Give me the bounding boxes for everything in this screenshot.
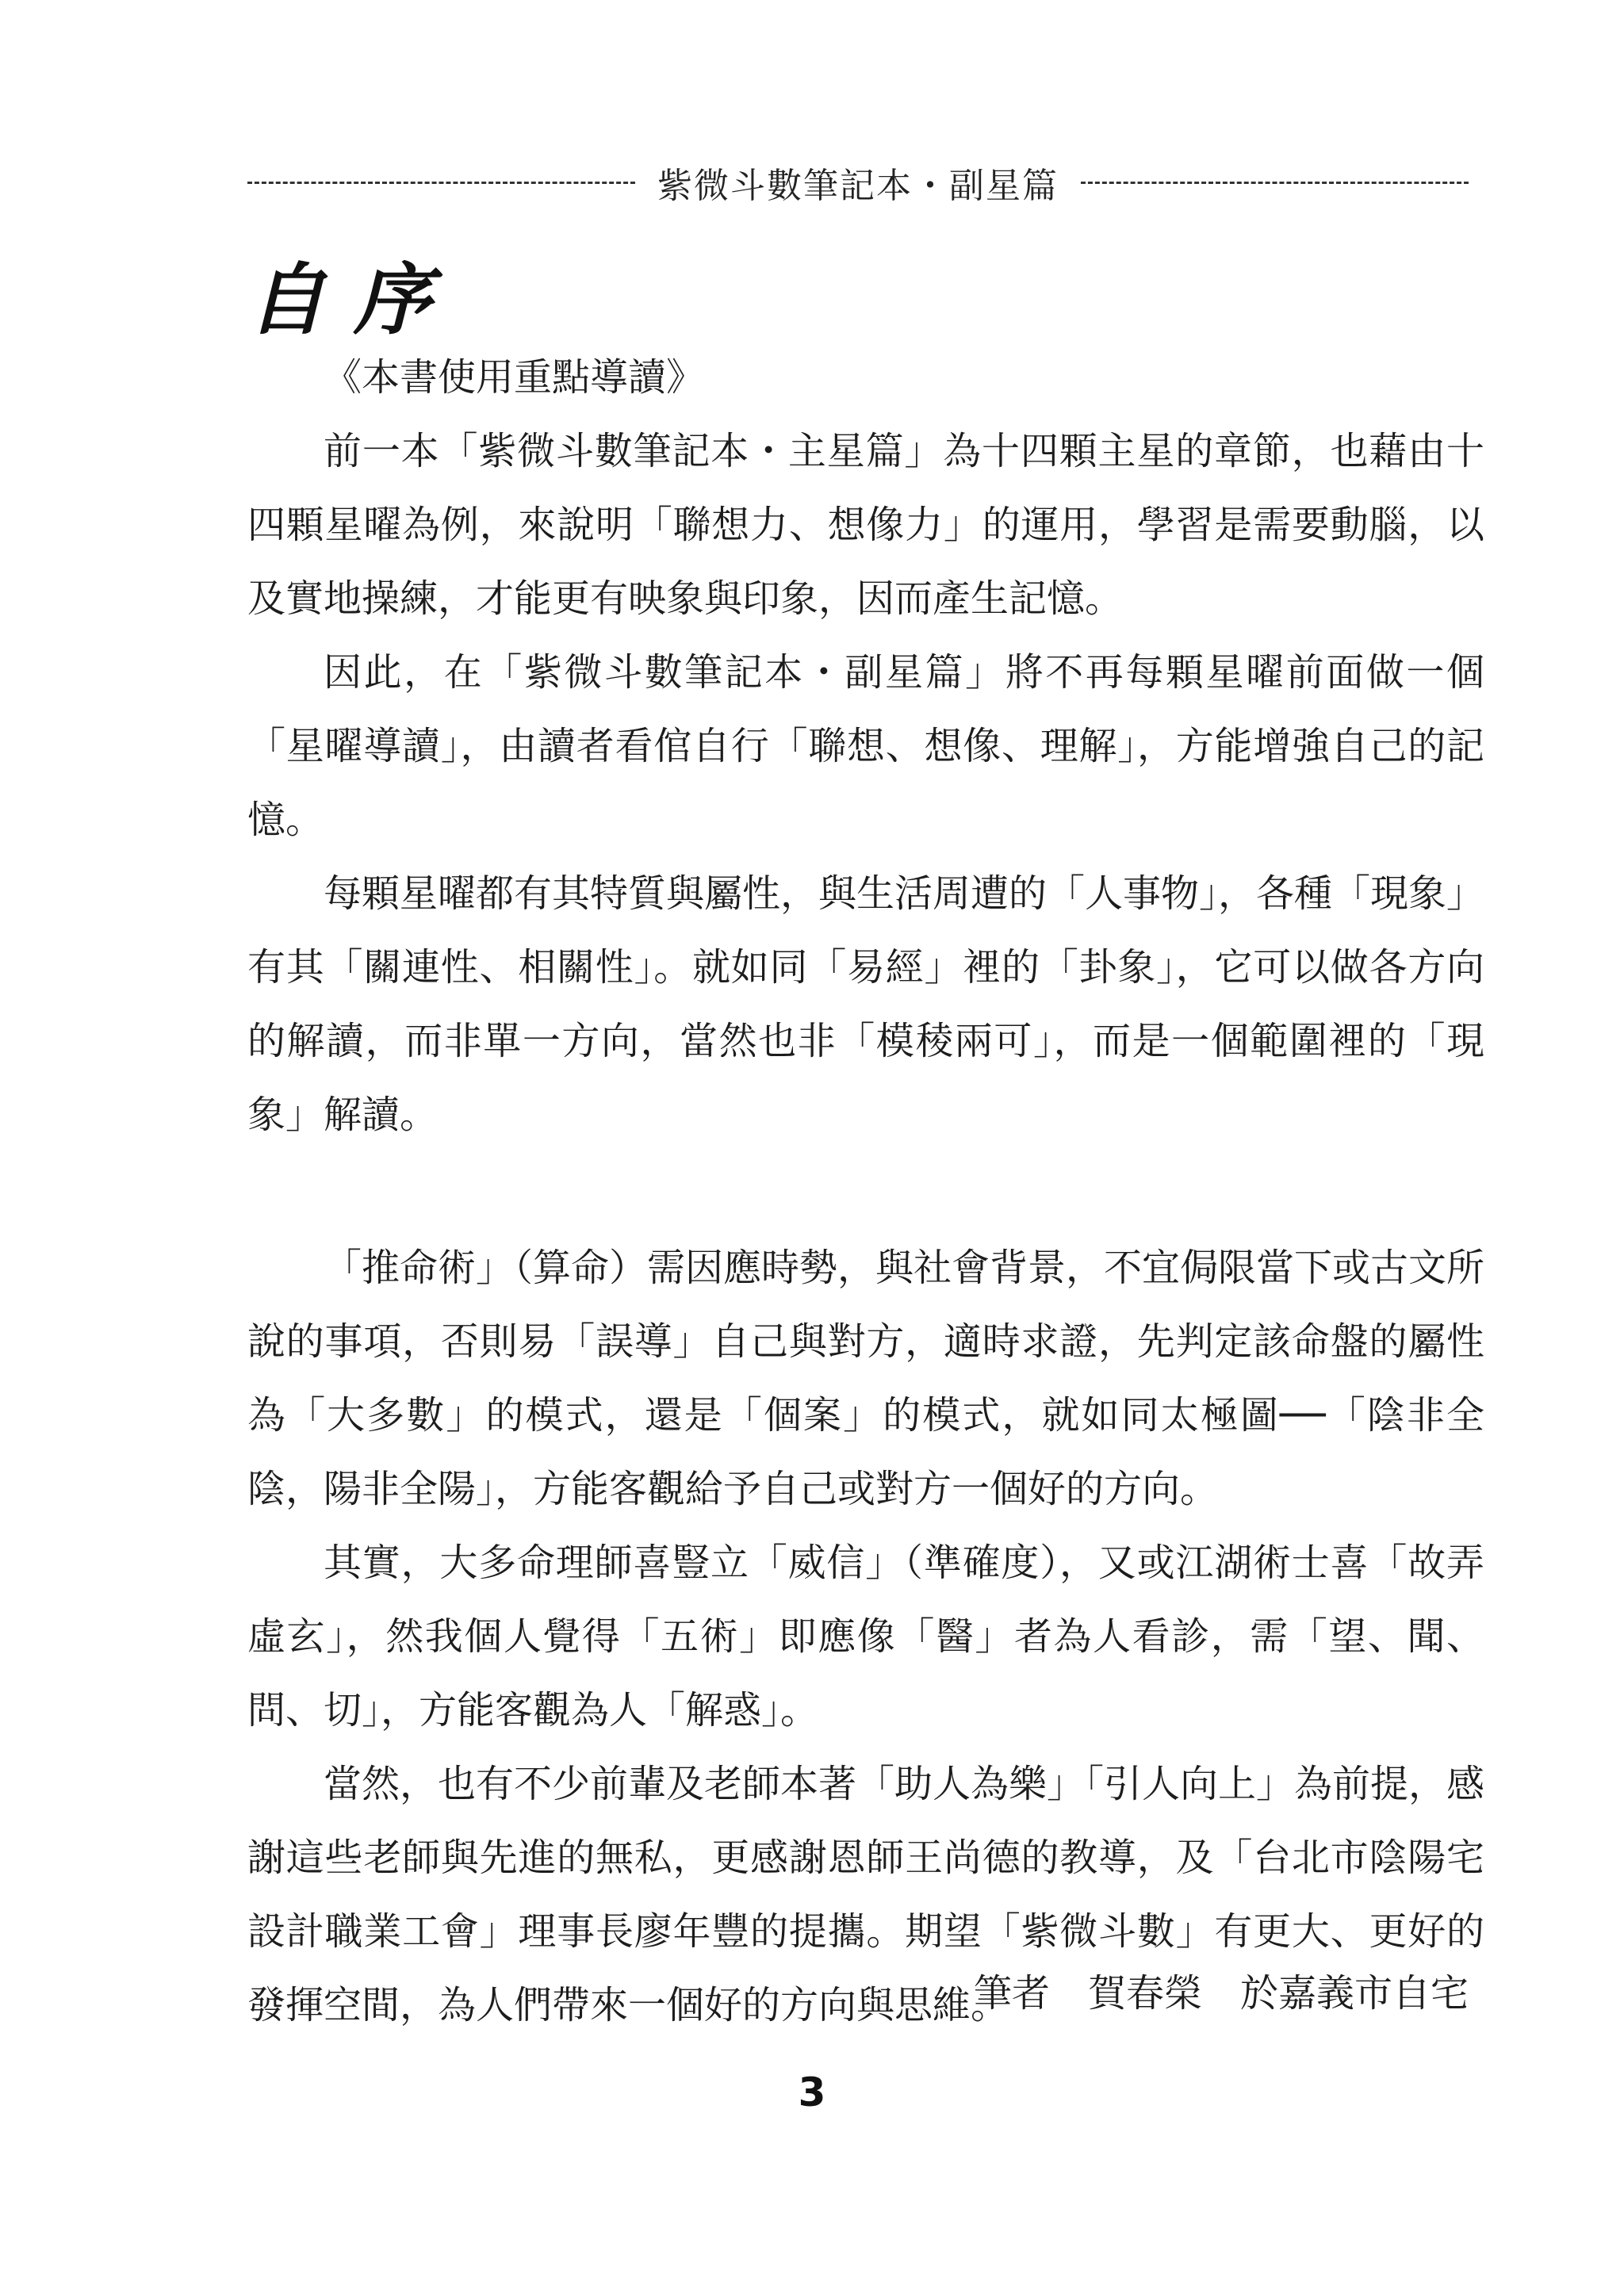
preface-body	[247, 341, 1484, 2042]
running-header	[247, 155, 1469, 210]
header-rule-left	[247, 182, 635, 184]
page-number: 3	[798, 2069, 826, 2115]
paragraph: 當然，也有不少前輩及老師本著「助人為樂」「引人向上」為前提，感謝這些老師與先進的無私，更感謝恩師王尚德的教導，及「台北市陰陽宅設計職業工會」理事長廖年豐的提攜。期望「紫微斗數」有更大、更好的發揮空間，為人們帶來一個好的方向與思維。	[247, 1762, 1485, 2027]
author-signature: 筆者 賀春榮 於嘉義市自宅	[973, 1971, 1469, 2016]
running-title: 紫微斗數筆記本・副星篇	[657, 166, 1059, 206]
paragraph: 「推命術」（算命）需因應時勢，與社會背景，不宜侷限當下或古文所說的事項，否則易「誤導」自己與對方，適時求證，先判定該命盤的屬性為「大多數」的模式，還是「個案」的模式，就如同太極圖──「陰非全陰，陽非全陽」，方能客觀給予自己或對方一個好的方向。	[247, 1246, 1485, 1511]
header-rule-right	[1081, 182, 1469, 184]
preface-title: 自序	[247, 255, 461, 346]
paragraph: 前一本「紫微斗數筆記本・主星篇」為十四顆主星的章節，也藉由十四顆星曜為例，來說明「聯想力、想像力」的運用，學習是需要動腦，以及實地操練，才能更有映象與印象，因而產生記憶。	[247, 429, 1484, 621]
preface-subtitle: 《本書使用重點導讀》	[324, 355, 705, 400]
paragraph: 因此，在「紫微斗數筆記本・副星篇」將不再每顆星曜前面做一個「星曜導讀」，由讀者看倌自行「聯想、想像、理解」，方能增強自己的記憶。	[247, 650, 1484, 842]
paragraph: 其實，大多命理師喜豎立「威信」（準確度），又或江湖術士喜「故弄虛玄」，然我個人覺得「五術」即應像「醫」者為人看診，需「望、聞、問、切」，方能客觀為人「解惑」。	[247, 1541, 1484, 1732]
paragraph: 每顆星曜都有其特質與屬性，與生活周遭的「人事物」，各種「現象」有其「關連性、相關性」。就如同「易經」裡的「卦象」，它可以做各方向的解讀，而非單一方向，當然也非「模稜兩可」，而是一個範圍裡的「現象」解讀。	[247, 871, 1485, 1137]
